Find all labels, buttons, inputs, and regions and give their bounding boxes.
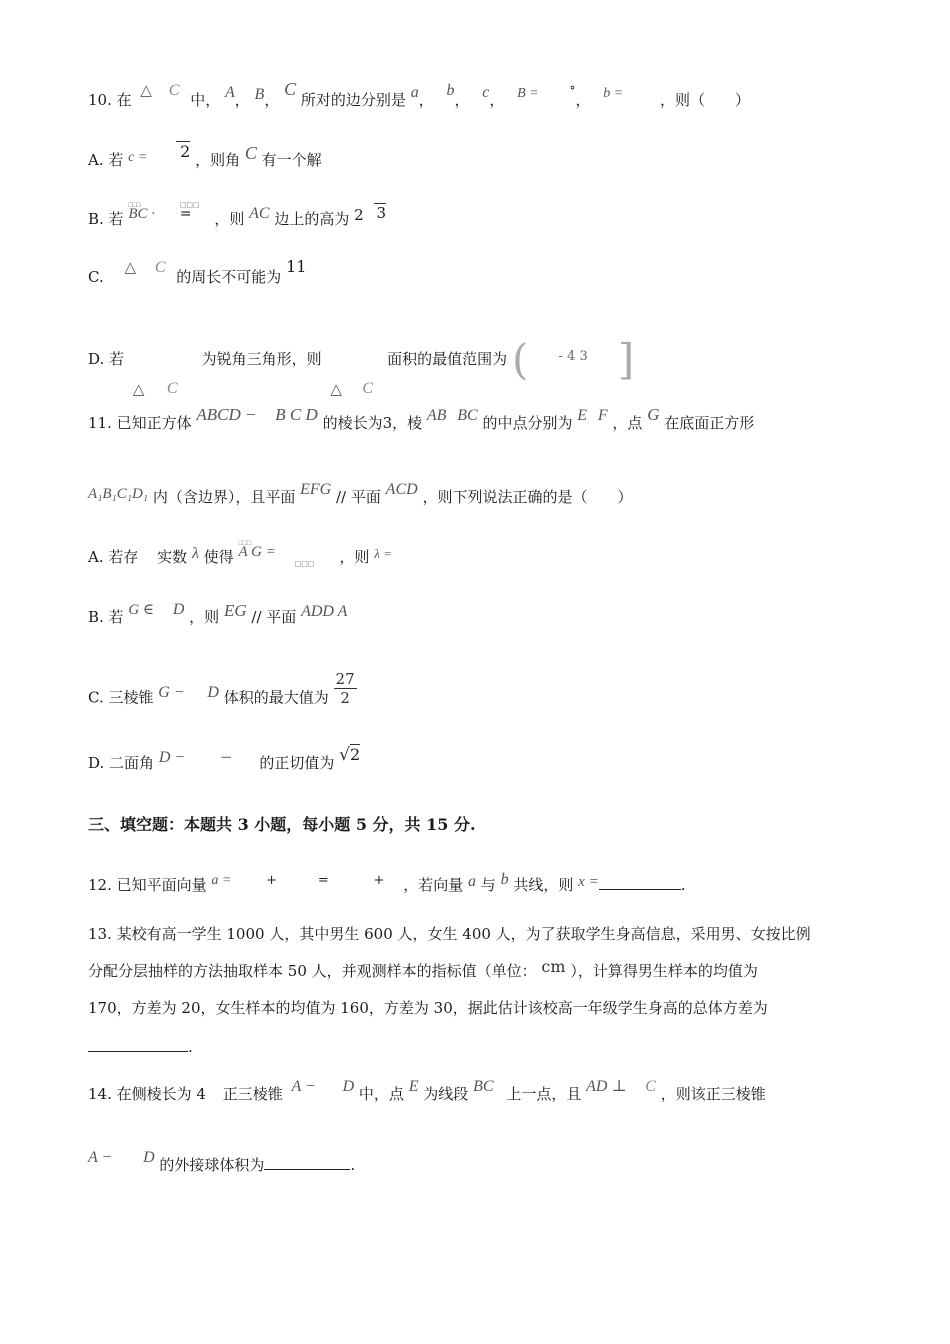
- q14-text: 中，点: [358, 1085, 404, 1103]
- sqrt-value: 2: [176, 141, 190, 161]
- q14-point-e: E: [408, 1078, 419, 1095]
- sqrt-value: 2: [349, 745, 361, 764]
- triangle-symbol: △: [330, 380, 342, 398]
- q10-text: ，则（ ）: [659, 91, 750, 109]
- answer-blank[interactable]: [88, 1037, 188, 1052]
- option-label: B. 若: [88, 210, 124, 228]
- q10-b-angle-value: B =: [517, 86, 539, 101]
- q13-unit: cm: [541, 957, 566, 976]
- q11a-vector-ag: □□□ A G =: [238, 541, 275, 563]
- q14-vertex-c: C: [645, 1078, 656, 1095]
- q14-line2: [88, 1149, 356, 1177]
- q11c-pyramid: G −: [158, 683, 185, 701]
- sqrt-sign-icon: √: [339, 745, 350, 765]
- q10a-text: 有一个解: [261, 151, 322, 169]
- q10a-angle-c: C: [244, 143, 257, 163]
- q11b-g-in: G ∈: [128, 602, 155, 618]
- q11b-text: ，则: [189, 608, 220, 626]
- q10-side-a: a: [410, 84, 419, 101]
- option-label: C.: [88, 268, 104, 286]
- q10-angle-b: B: [254, 86, 265, 103]
- q11d-text: 的正切值为: [259, 754, 335, 772]
- q10-option-d: [88, 335, 635, 398]
- q11-text: 的中点分别为: [482, 414, 573, 432]
- q10-side-c: c: [482, 84, 490, 101]
- q10-b-side-value: b =: [603, 86, 624, 101]
- q11a-lambda-eq: λ =: [374, 546, 392, 561]
- q11-text: 内（含边界），且平面: [152, 488, 296, 506]
- q13-text: ），计算得男生样本的均值为: [570, 962, 758, 980]
- q11a-text: 实数: [157, 548, 188, 566]
- q11d-dash: −: [219, 748, 233, 766]
- q10d-vertex-c2: C: [362, 380, 374, 397]
- q11-face: A₁B₁C₁D₁: [88, 486, 149, 502]
- q13-text: 分配分层抽样的方法抽取样本 50 人，并观测样本的指标值（单位：: [88, 962, 537, 980]
- q10b-vector-bc: □□□ BC ·: [128, 203, 155, 225]
- q10-text: 所对的边分别是: [300, 91, 406, 109]
- q13-line2: [88, 957, 758, 982]
- q11-edge-ab: AB: [426, 407, 447, 424]
- q10b-side-ac: AC: [249, 205, 270, 222]
- q11-edge-bc: BC: [457, 407, 478, 424]
- q14-pyramid: A −: [88, 1149, 113, 1166]
- q11a-text: ，则: [339, 548, 370, 566]
- q13-text: .: [188, 1038, 193, 1056]
- q14-vertex-d: D: [342, 1078, 355, 1095]
- q12-number: 12. 已知平面向量: [88, 876, 207, 894]
- q10b-coefficient: 2: [354, 206, 364, 224]
- q14-text: 为线段: [423, 1085, 469, 1103]
- q10-angle-a: A: [224, 84, 235, 101]
- q11d-dihedral: D −: [158, 749, 186, 766]
- q11b-text: // 平面: [251, 608, 297, 626]
- q11b-line-eg: EG: [223, 601, 247, 620]
- q11-option-d: [88, 745, 361, 775]
- q11-stem-line2: [88, 481, 633, 509]
- q14-perp: AD ⊥: [586, 1078, 627, 1095]
- q11a-text: 使得: [203, 548, 234, 566]
- q11c-vertex-d: D: [207, 683, 219, 701]
- q13-line4: [88, 1036, 193, 1058]
- plus-sign: +: [373, 873, 385, 888]
- q12-b: b: [500, 871, 509, 888]
- q11-point-e: E: [577, 407, 588, 424]
- q14-segment-bc: BC: [473, 1078, 494, 1095]
- q11-option-b: [88, 601, 348, 629]
- fraction-denominator: 2: [340, 689, 350, 707]
- triangle-symbol: △: [140, 81, 152, 99]
- q10-stem: 10. 在 △ C 中， A， B， C 所对的边分别是 a， b， c， B = °， b = ，则（ ）: [88, 79, 750, 109]
- q14-text: ，则该正三棱锥: [660, 1085, 766, 1103]
- q14-text: 上一点，且: [506, 1085, 582, 1103]
- right-bracket-icon: ]: [617, 335, 635, 384]
- q14-number: 14. 在侧棱长为 4: [88, 1085, 206, 1103]
- q12-text: 共线，则: [513, 876, 574, 894]
- q12-a: a: [468, 873, 476, 890]
- option-label: A. 若存: [88, 548, 139, 566]
- q10b-text: 边上的高为: [274, 210, 350, 228]
- option-label: B. 若: [88, 608, 124, 626]
- q10-vertex-c: C: [168, 82, 180, 99]
- q10d-range: - 4 3: [558, 349, 588, 364]
- fraction-numerator: 27: [335, 670, 355, 688]
- q13-text: 170，方差为 20，女生样本的均值为 160，方差为 30，据此估计该校高一年级学生身高的总体方差为: [88, 999, 768, 1017]
- q11-cube-name: ABCD −: [196, 405, 257, 424]
- fraction: [334, 670, 357, 707]
- q11-point-g: G: [647, 405, 660, 424]
- q10b-text: ，则: [214, 210, 245, 228]
- q12-text: ，若向量: [403, 876, 464, 894]
- q11b-plane: ADD A: [301, 603, 348, 620]
- triangle-symbol: △: [124, 258, 137, 276]
- q14-pyramid: A −: [291, 1078, 316, 1095]
- q10-side-b: b: [446, 82, 455, 99]
- q10-number: 10. 在: [88, 91, 132, 109]
- section-heading: [88, 814, 476, 836]
- answer-blank[interactable]: [599, 875, 681, 890]
- q12: [88, 871, 686, 898]
- q10-option-c: [88, 257, 307, 289]
- q11-plane-acd: ACD: [385, 481, 418, 498]
- q10a-expr: c =: [128, 150, 148, 165]
- q11-point-f: F: [597, 407, 608, 424]
- q11-text: 在底面正方形: [664, 414, 755, 432]
- section-title: 三、填空题：本题共 3 小题，每小题 5 分，共 15 分.: [88, 815, 476, 834]
- q14-vertex-d: D: [143, 1149, 155, 1166]
- q11b-segment: D: [172, 601, 185, 618]
- q13-text: 13. 某校有高一学生 1000 人，其中男生 600 人，女生 400 人，为了获取学生身高信息，采用男、女按比例: [88, 925, 811, 943]
- sqrt-value: 3: [376, 204, 387, 222]
- equals-sign: =: [317, 873, 329, 888]
- option-label: D. 二面角: [88, 754, 155, 772]
- q10b-eq: □□□ =: [180, 203, 192, 225]
- q14-line1: [88, 1078, 766, 1106]
- q11-text: ，则下列说法正确的是（ ）: [422, 488, 633, 506]
- answer-blank[interactable]: [264, 1155, 350, 1170]
- q10-angle-c: C: [284, 79, 297, 99]
- q14-text: 的外接球体积为: [159, 1156, 265, 1174]
- q11-text: ，点: [612, 414, 643, 432]
- option-label: C. 三棱锥: [88, 688, 154, 707]
- q13-line1: [88, 923, 811, 945]
- plus-sign: +: [266, 873, 278, 888]
- q11-text: // 平面: [336, 488, 381, 506]
- lambda-symbol: λ: [191, 545, 199, 562]
- q12-text: .: [680, 876, 686, 894]
- q11-option-a: [88, 546, 392, 569]
- q10-text: 中，: [190, 91, 221, 109]
- q10c-text: 的周长不可能为: [176, 268, 282, 286]
- q11c-text: 体积的最大值为: [223, 688, 329, 707]
- option-label: D. 若: [88, 350, 125, 368]
- q10c-value: 11: [286, 257, 307, 276]
- q11-option-c: [88, 670, 357, 717]
- q11-text: 的棱长为3，棱: [322, 414, 423, 432]
- left-paren-icon: (: [511, 335, 529, 384]
- q14-text: 正三棱锥: [222, 1085, 283, 1103]
- q10-option-a: [88, 142, 322, 173]
- q12-text: 与: [480, 876, 496, 894]
- triangle-symbol: △: [132, 380, 145, 398]
- q10a-text: ，则角: [195, 151, 241, 169]
- q11-number: 11. 已知正方体: [88, 414, 192, 432]
- q10d-text: 为锐角三角形，则: [201, 350, 322, 368]
- option-label: A. 若: [88, 151, 124, 169]
- q10d-text: 面积的最值范围为: [387, 350, 508, 368]
- q11-plane-efg: EFG: [300, 481, 332, 498]
- q10-option-b: [88, 204, 387, 231]
- q12-vector-a: a =: [211, 873, 232, 888]
- q11-cube-name2: B C D: [275, 405, 318, 424]
- q10d-vertex-c: C: [166, 380, 178, 397]
- q12-x: x =: [578, 874, 599, 890]
- q11-stem-line1: [88, 405, 755, 435]
- q10c-vertex-c: C: [154, 259, 166, 276]
- q13-line3: [88, 997, 768, 1019]
- degree-symbol: °: [569, 84, 576, 98]
- q14-text: .: [350, 1156, 356, 1174]
